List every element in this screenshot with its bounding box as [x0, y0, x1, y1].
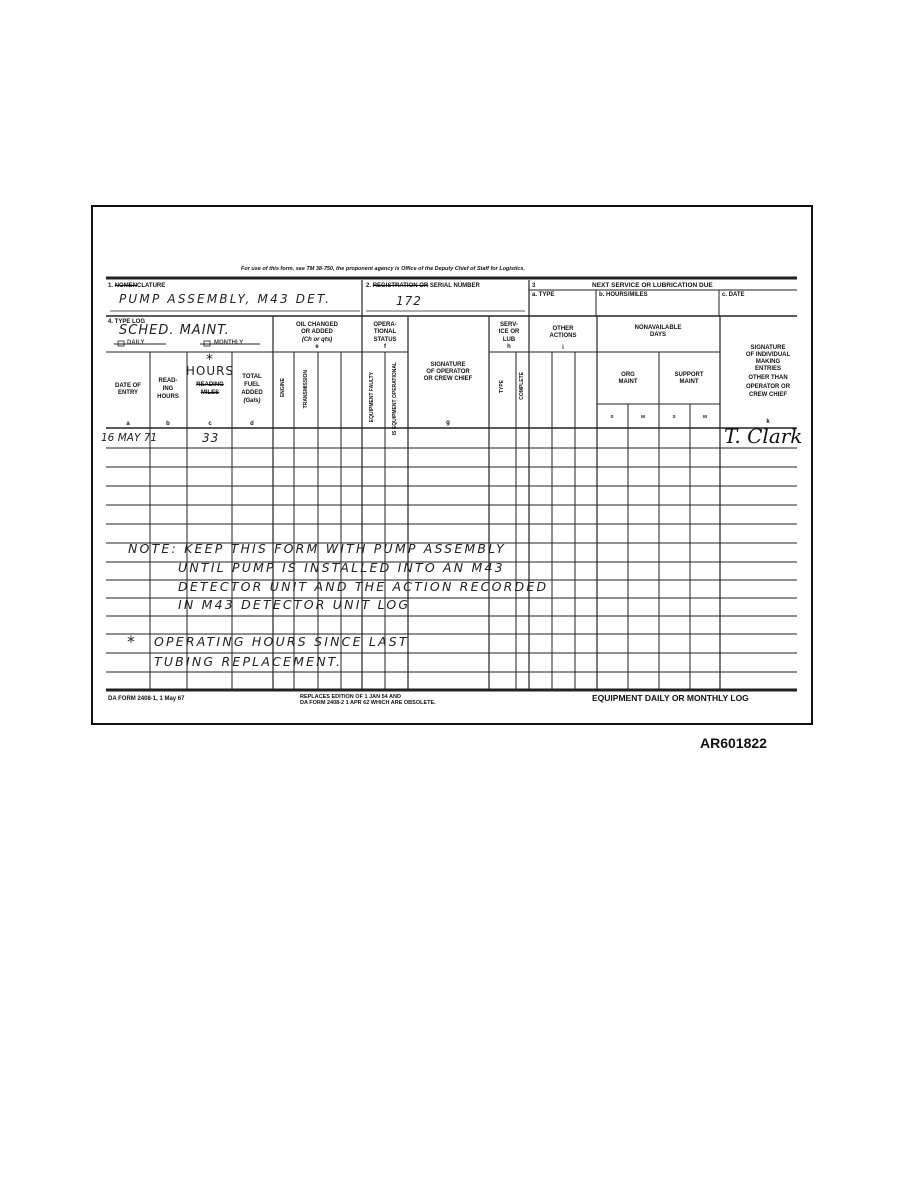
footer-replaces-2: DA FORM 2408-2 1 APR 62 WHICH ARE OBSOLETE.: [300, 700, 436, 706]
sm-label-1: S: [610, 414, 614, 419]
type-log-monthly: MONTHLY: [214, 340, 244, 346]
note-line-5: OPERATING HOURS SINCE LAST: [154, 634, 409, 649]
sm-label-2: M: [641, 414, 645, 419]
footer-form: DA FORM 2408-1, 1 May 67: [108, 696, 185, 702]
sig-ind-4: ENTRIES: [754, 366, 782, 372]
sig-ind-3: MAKING: [755, 359, 781, 365]
type-log-value: SCHED. MAINT.: [119, 323, 230, 338]
fuel-2: FUEL: [244, 382, 260, 388]
hours-handwritten: HOURS: [185, 364, 235, 378]
entry-date: 16 MAY 71: [101, 432, 158, 444]
note-line-3: DETECTOR UNIT AND THE ACTION RECORDED: [178, 579, 549, 594]
note-line-6: TUBING REPLACEMENT.: [154, 654, 343, 669]
date-entry-letter: a: [126, 421, 130, 427]
sig-op-2: OF OPERATOR: [426, 369, 470, 375]
sig-ind-2: OF INDIVIDUAL: [745, 352, 791, 358]
op-header-1: OPERA-: [373, 322, 397, 328]
next-service-type-label: a. TYPE: [532, 292, 555, 298]
reading-letter: b: [166, 421, 170, 427]
nomenclature-label: [108, 283, 165, 290]
nomenclature-label-prefix: 1.: [108, 283, 114, 289]
op-header-letter: f: [384, 344, 386, 350]
oil-header-letter: e: [315, 344, 319, 350]
sig-ind-6: OPERATOR OR: [745, 384, 791, 390]
sm-label-4: M: [703, 414, 707, 419]
serv-1: SERV-: [500, 322, 518, 328]
sig-ind-7: CREW CHIEF: [749, 392, 787, 398]
reading-1: READ-: [158, 378, 178, 384]
fuel-1: TOTAL: [242, 374, 262, 380]
note-line-2: UNTIL PUMP IS INSTALLED INTO AN M43: [178, 560, 505, 575]
note-line-4: IN M43 DETECTOR UNIT LOG: [178, 597, 411, 612]
entry-signature: T. Clark: [724, 424, 803, 448]
op-faulty: EQUIPMENT FAULTY: [369, 372, 375, 423]
next-service-label: NEXT SERVICE OR LUBRICATION DUE: [592, 282, 713, 289]
hours-struck-2: MILES: [200, 390, 220, 396]
nomenclature-label-struck: NOMEN: [114, 283, 138, 289]
type-log-daily: DAILY: [127, 340, 145, 346]
oil-header-3: (Ch or qts): [301, 337, 333, 343]
sig-ind-5: OTHER THAN: [748, 375, 788, 381]
sup-maint-1: SUPPORT: [674, 372, 704, 378]
reading-3: HOURS: [157, 394, 179, 400]
header-note: For use of this form, see TM 38-750, the proponent agency is Office of the Deputy Chief of Staff for Logistics.: [241, 266, 526, 272]
footer-title: EQUIPMENT DAILY OR MONTHLY LOG: [592, 693, 749, 703]
sig-ind-letter: k: [766, 419, 770, 425]
sig-op-3: OR CREW CHIEF: [423, 376, 473, 382]
serv-complete: COMPLETE: [519, 372, 525, 400]
nonavail-2: DAYS: [649, 332, 667, 338]
nomenclature-value: PUMP ASSEMBLY, M43 DET.: [119, 292, 332, 306]
sig-ind-1: SIGNATURE: [750, 345, 786, 351]
other-letter: i: [562, 345, 564, 351]
org-maint-2: MAINT: [618, 379, 638, 385]
oil-engine: ENGINE: [280, 378, 286, 398]
date-entry-2: ENTRY: [117, 390, 139, 396]
serv-letter: h: [507, 344, 511, 350]
nonavail-1: NONAVAILABLE: [634, 325, 682, 331]
sm-label-3: S: [672, 414, 676, 419]
serial-label-struck: REGISTRATION OR: [372, 283, 429, 289]
other-2: ACTIONS: [549, 333, 577, 339]
serv-type: TYPE: [499, 380, 505, 394]
serial-label-rest: SERIAL NUMBER: [429, 283, 480, 289]
next-service-hours-label: b. HOURS/MILES: [599, 292, 648, 298]
next-service-num: 3: [532, 283, 536, 289]
fuel-3: ADDED: [241, 390, 263, 396]
serial-value: 172: [396, 294, 422, 308]
org-maint-1: ORG: [621, 372, 635, 378]
footer-replaces-1: REPLACES EDITION OF 1 JAN 54 AND: [300, 694, 401, 700]
hours-star: *: [206, 352, 214, 368]
note-star: *: [127, 632, 136, 651]
op-operational: IS EQUIPMENT OPERATIONAL: [392, 362, 398, 436]
note-line-1: NOTE: KEEP THIS FORM WITH PUMP ASSEMBLY: [128, 541, 506, 556]
serv-2: ICE OR: [498, 329, 520, 335]
op-header-2: TIONAL: [373, 329, 397, 335]
hours-struck-1: READING: [196, 382, 224, 388]
next-service-date-label: c. DATE: [722, 292, 745, 298]
oil-header-2: OR ADDED: [301, 329, 333, 335]
reading-2: ING: [162, 386, 174, 392]
type-log-label: 4. TYPE LOG: [108, 319, 146, 325]
other-1: OTHER: [552, 326, 574, 332]
serv-3: LUB: [502, 337, 516, 343]
serial-label: [366, 283, 480, 290]
date-entry-1: DATE OF: [115, 383, 141, 389]
hours-letter: c: [208, 421, 212, 427]
sig-op-letter: g: [446, 420, 450, 426]
fuel-4: (Gals): [243, 398, 261, 404]
fuel-letter: d: [250, 421, 254, 427]
figure-id: AR601822: [700, 735, 767, 751]
sig-op-1: SIGNATURE: [430, 362, 466, 368]
oil-header-1: OIL CHANGED: [296, 322, 338, 328]
entry-hours: 33: [202, 431, 220, 445]
nomenclature-label-rest: CLATURE: [137, 283, 166, 289]
serial-label-prefix: 2.: [366, 283, 372, 289]
sup-maint-2: MAINT: [679, 379, 699, 385]
op-header-3: STATUS: [373, 337, 397, 343]
oil-transmission: TRANSMISSION: [303, 370, 309, 409]
